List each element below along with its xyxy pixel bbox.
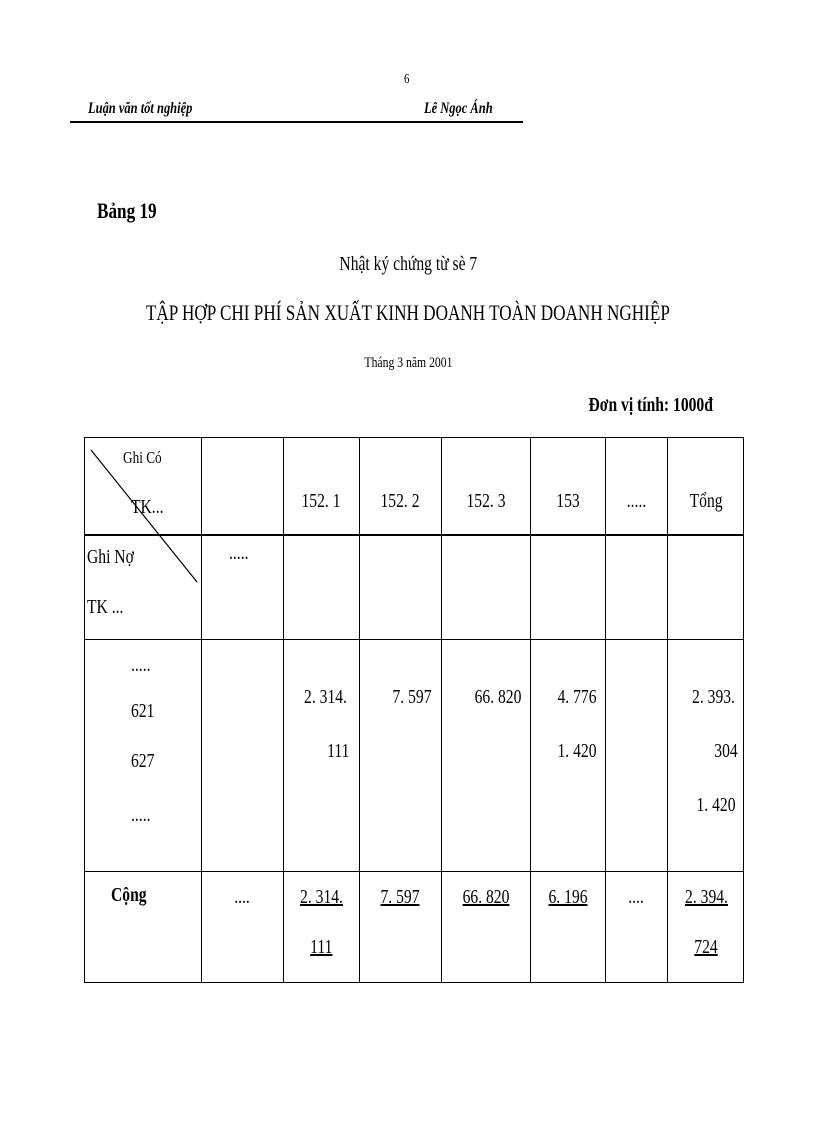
cell-152-1: 2. 314.: [304, 686, 347, 708]
header-thesis-label: Luận văn tốt nghiệp: [88, 100, 193, 117]
cell-total: 304: [714, 740, 738, 762]
cell-152-3: 66. 820: [474, 686, 522, 708]
column-header-152-1: 152. 1: [301, 490, 341, 512]
credit-tk: TK...: [131, 496, 164, 518]
column-header-dots: .....: [626, 490, 646, 512]
column-header-152-3: 152. 3: [466, 490, 505, 512]
cell-153: 1. 420: [557, 740, 597, 762]
cell-152-2: 7. 597: [392, 686, 432, 708]
table-label: Bảng 19: [97, 198, 157, 223]
debit-tk: TK ...: [87, 596, 124, 618]
page-number: 6: [404, 72, 410, 87]
total-152-1: 111: [309, 936, 333, 958]
column-header-152-2: 152. 2: [380, 490, 420, 512]
total-dots: ....: [628, 886, 644, 908]
main-title: TẬP HỢP CHI PHÍ SẢN XUẤT KINH DOANH TOÀN DOANH NGHIỆP: [145, 300, 671, 325]
column-header-total: Tổng: [689, 490, 723, 512]
column-header-153: 153: [555, 490, 580, 512]
journal-title: Nhật ký chứng từ sè 7: [339, 253, 477, 275]
total-153: 6. 196: [548, 886, 587, 908]
cell-total: 2. 393.: [692, 686, 735, 708]
total-152-2: 7. 597: [380, 886, 420, 908]
credit-label: Ghi Có: [123, 448, 162, 467]
cell-152-1: 111: [327, 740, 350, 762]
period: Tháng 3 năm 2001: [363, 355, 453, 371]
row-divider-2: [85, 871, 743, 872]
total-152-3: 66. 820: [462, 886, 509, 908]
total-dots: ....: [234, 886, 250, 908]
total-row-label: Cộng: [111, 884, 147, 906]
row-divider-1: [85, 639, 743, 640]
total-sum: 724: [694, 936, 718, 958]
account-row: .....: [131, 804, 151, 826]
total-152-1: 2. 314.: [299, 886, 343, 908]
total-sum: 2. 394.: [684, 886, 728, 908]
account-row: .....: [131, 654, 151, 676]
account-row: 627: [131, 750, 155, 772]
header-rule: [70, 121, 523, 123]
cell-total: 1. 420: [696, 794, 736, 816]
debit-label: Ghi Nợ: [87, 546, 134, 568]
cell-153: 4. 776: [557, 686, 597, 708]
unit-label: Đơn vị tính: 1000đ: [588, 394, 713, 416]
header-author-name: Lê Ngọc Ánh: [424, 100, 493, 117]
header-dots: .....: [229, 542, 249, 564]
ledger-table: [84, 437, 744, 983]
account-row: 621: [131, 700, 155, 722]
